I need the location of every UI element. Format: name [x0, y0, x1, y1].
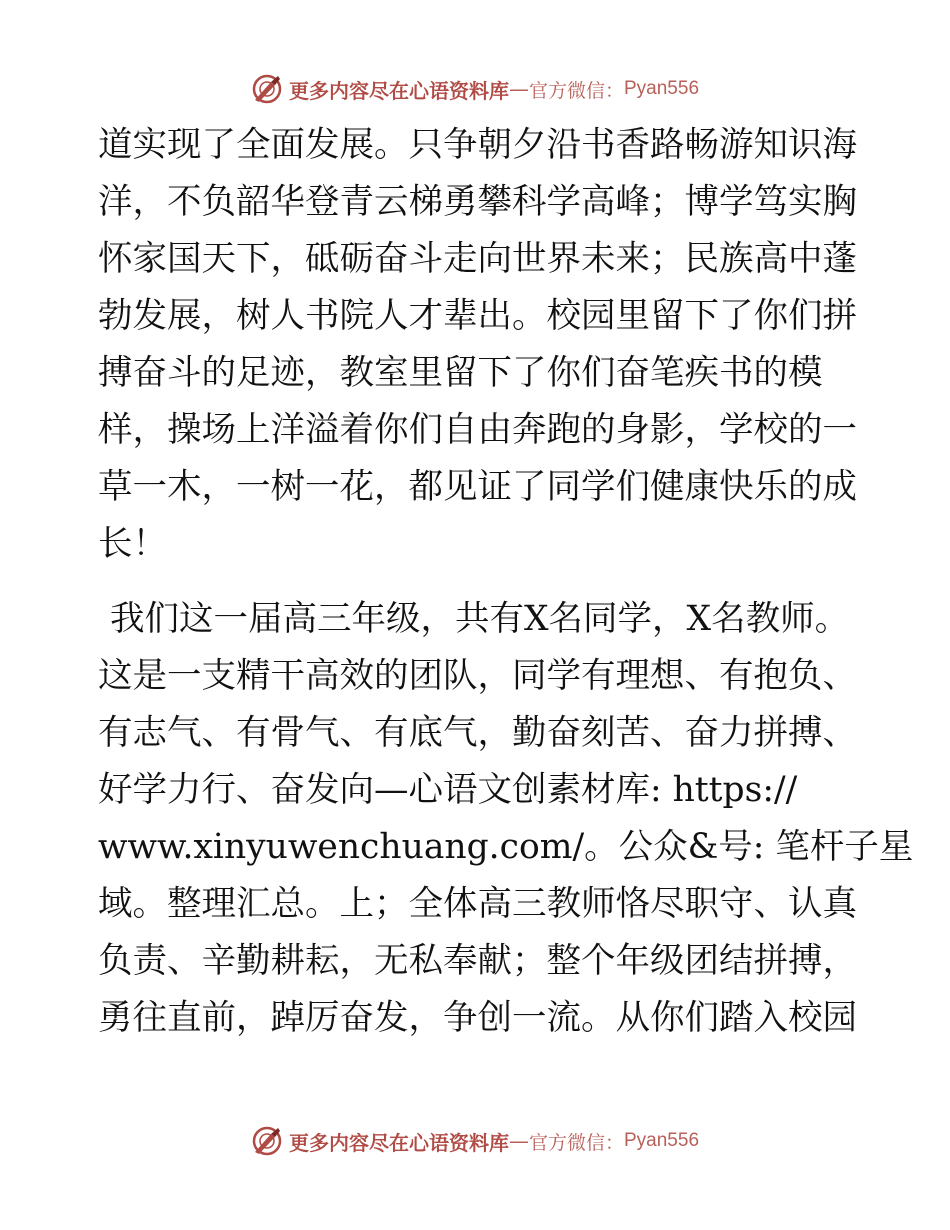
text-line: 这是一支精干高效的团队，同学有理想、有抱负、 [98, 656, 857, 696]
text-line: www.xinyuwenchuang.com/。公众&号: 笔杆子星 [98, 827, 914, 867]
banner-wechat-label: 官方微信： [528, 79, 624, 102]
banner-wechat-id: Pyan556 [624, 78, 700, 99]
document-body [98, 117, 914, 1047]
text-line: 怀家国天下，砥砺奋斗走向世界未来；民族高中蓬 [98, 239, 857, 279]
text-line: 负责、辛勤耕耘，无私奉献；整个年级团结拼搏， [98, 941, 857, 981]
banner-wechat-id: Pyan556 [624, 1130, 700, 1151]
banner-wechat-label: 官方微信： [528, 1131, 624, 1154]
banner-slogan: 更多内容尽在心语资料库 [288, 1130, 509, 1155]
text-line: 勇往直前，踔厉奋发，争创一流。从你们踏入校园 [98, 998, 857, 1038]
text-line: 搏奋斗的足迹，教室里留下了你们奋笔疾书的模 [98, 353, 823, 393]
text-line: 好学力行、奋发向—心语文创素材库: https:// [98, 770, 798, 810]
text-line: 有志气、有骨气、有底气，勤奋刻苦、奋力拼搏、 [98, 713, 857, 753]
brush-logo-icon [251, 1125, 283, 1157]
paragraph-2 [98, 591, 914, 1047]
paragraph-gap [98, 573, 850, 591]
header-banner [0, 72, 950, 106]
text-line: 样，操场上洋溢着你们自由奔跑的身影，学校的一 [98, 410, 857, 450]
text-line: 勃发展，树人书院人才辈出。校园里留下了你们拼 [98, 296, 857, 336]
text-line: 道实现了全面发展。只争朝夕沿书香路畅游知识海 [98, 125, 857, 165]
banner-dash: — [508, 1129, 529, 1153]
banner-dash: — [508, 77, 529, 101]
text-line: 我们这一届高三年级，共有X名同学，X名教师。 [110, 599, 850, 639]
paragraph-1 [98, 117, 857, 573]
text-line: 洋，不负韶华登青云梯勇攀科学高峰；博学笃实胸 [98, 182, 857, 222]
banner-slogan: 更多内容尽在心语资料库 [288, 78, 509, 103]
text-line: 长！ [98, 524, 167, 564]
footer-banner [0, 1124, 950, 1158]
text-line: 域。整理汇总。上；全体高三教师恪尽职守、认真 [98, 884, 857, 924]
brush-logo-icon [251, 73, 283, 105]
text-line: 草一木，一树一花，都见证了同学们健康快乐的成 [98, 467, 857, 507]
